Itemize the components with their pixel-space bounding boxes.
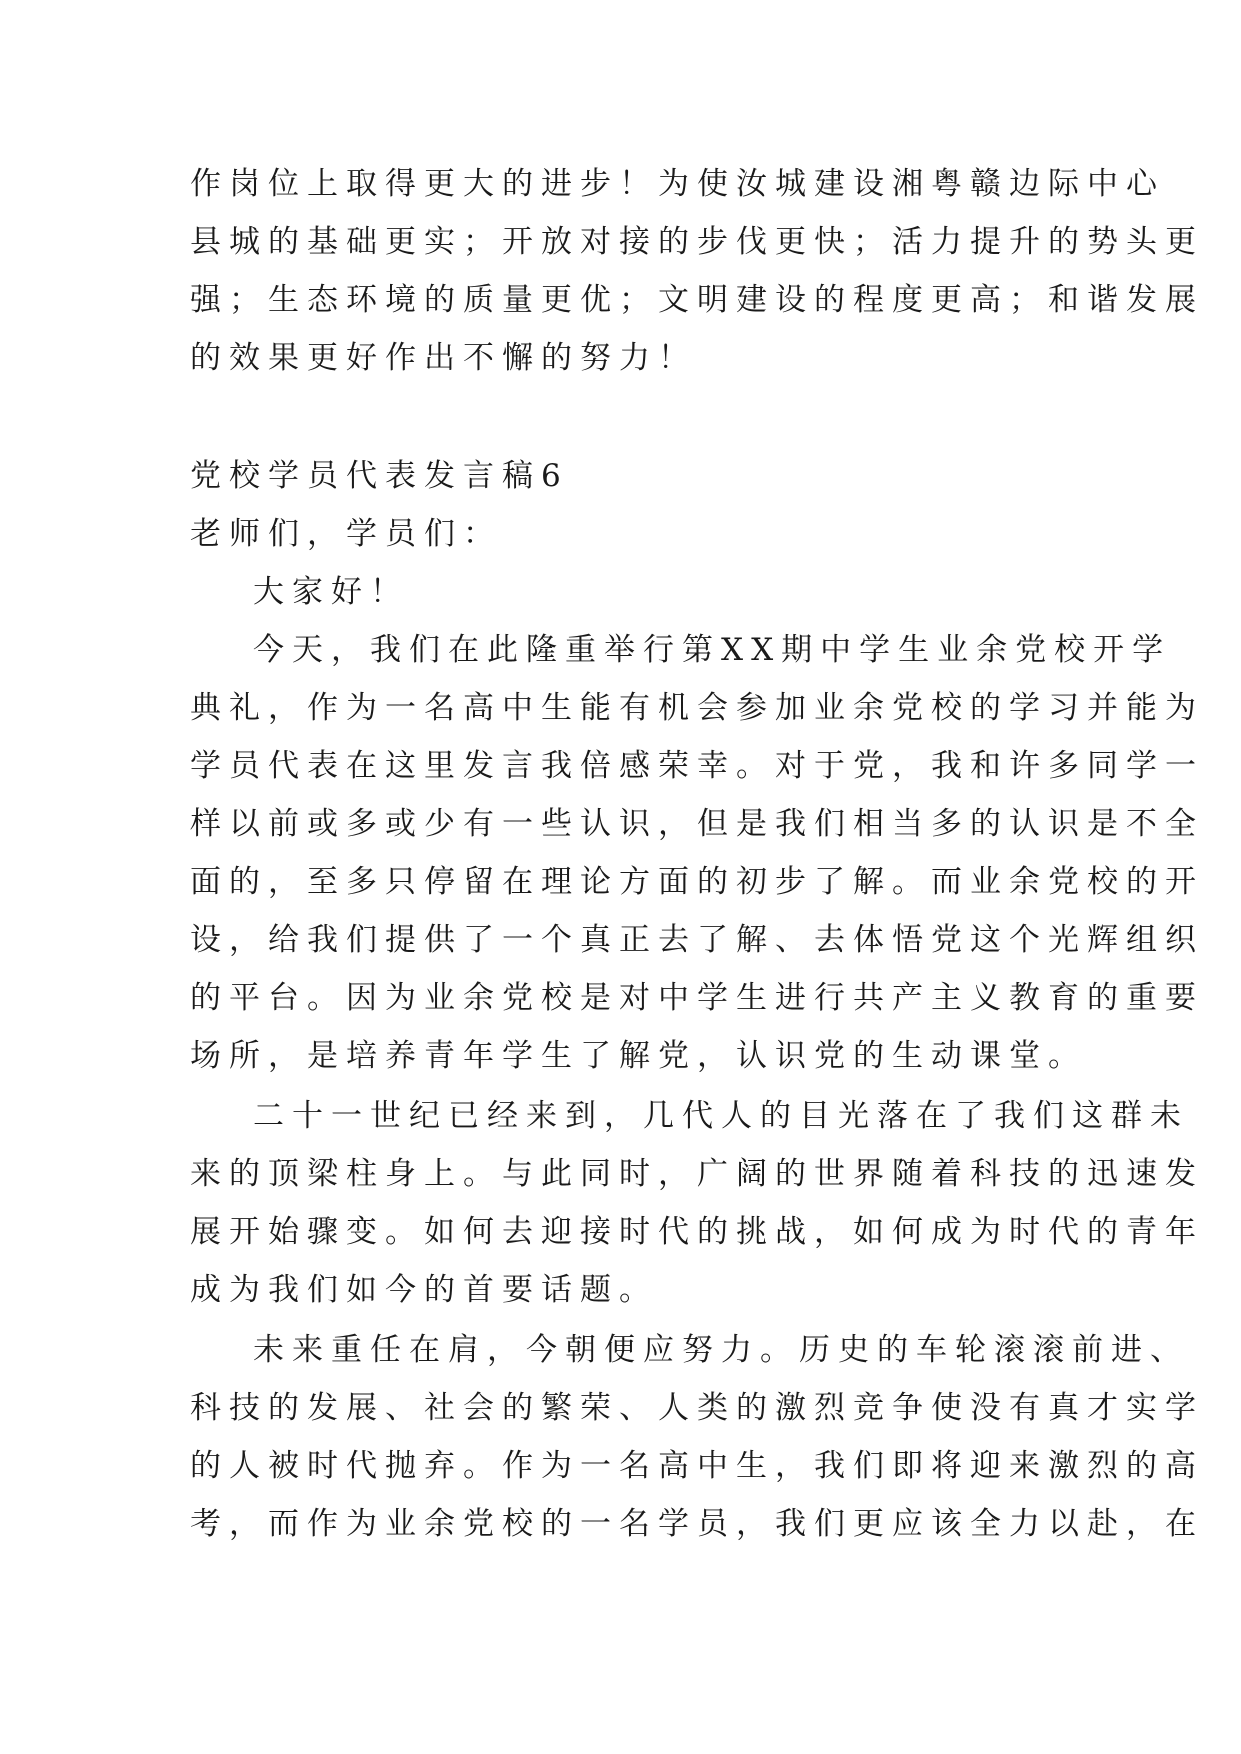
section-title: 党校学员代表发言稿6 xyxy=(190,458,569,494)
text-line: 来的顶梁柱身上。与此同时，广阔的世界随着科技的迅速发 xyxy=(190,1156,1204,1192)
text-line: 二十一世纪已经来到，几代人的目光落在了我们这群未 xyxy=(253,1098,1189,1134)
text-line: 成为我们如今的首要话题。 xyxy=(190,1272,658,1308)
text-line: 科技的发展、社会的繁荣、人类的激烈竞争使没有真才实学 xyxy=(190,1390,1204,1426)
text-line: 未来重任在肩，今朝便应努力。历史的车轮滚滚前进、 xyxy=(253,1332,1189,1368)
text-line: 展开始骤变。如何去迎接时代的挑战，如何成为时代的青年 xyxy=(190,1214,1204,1250)
text-line: 学员代表在这里发言我倍感荣幸。对于党，我和许多同学一 xyxy=(190,748,1204,784)
text-line: 作岗位上取得更大的进步！为使汝城建设湘粤赣边际中心 xyxy=(190,166,1165,202)
text-line: 设，给我们提供了一个真正去了解、去体悟党这个光辉组织 xyxy=(190,922,1204,958)
greeting: 大家好！ xyxy=(253,574,409,610)
text-line: 场所，是培养青年学生了解党，认识党的生动课堂。 xyxy=(190,1038,1087,1074)
text-line: 面的，至多只停留在理论方面的初步了解。而业余党校的开 xyxy=(190,864,1204,900)
text-line: 的平台。因为业余党校是对中学生进行共产主义教育的重要 xyxy=(190,980,1204,1016)
text-line: 强；生态环境的质量更优；文明建设的程度更高；和谐发展 xyxy=(190,282,1204,318)
text-line: 今天，我们在此隆重举行第XX期中学生业余党校开学 xyxy=(253,632,1172,668)
text-line: 考，而作为业余党校的一名学员，我们更应该全力以赴，在 xyxy=(190,1506,1204,1542)
text-line: 样以前或多或少有一些认识，但是我们相当多的认识是不全 xyxy=(190,806,1204,842)
text-line: 县城的基础更实；开放对接的步伐更快；活力提升的势头更 xyxy=(190,224,1204,260)
text-line: 典礼，作为一名高中生能有机会参加业余党校的学习并能为 xyxy=(190,690,1204,726)
text-line: 的效果更好作出不懈的努力！ xyxy=(190,340,697,376)
salutation: 老师们，学员们： xyxy=(190,516,502,552)
text-line: 的人被时代抛弃。作为一名高中生，我们即将迎来激烈的高 xyxy=(190,1448,1204,1484)
